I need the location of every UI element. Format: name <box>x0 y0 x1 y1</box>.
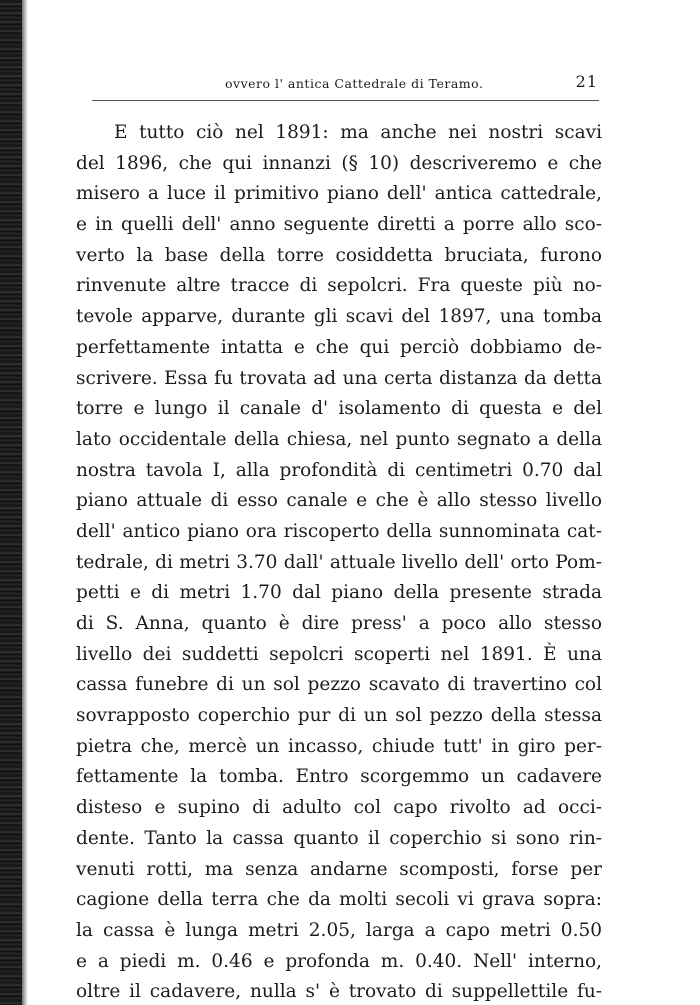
body-paragraph <box>76 118 602 1005</box>
text-line: disteso e supino di adulto col capo rivolto ad occi- <box>76 797 602 819</box>
text-line: e in quelli dell' anno seguente diretti a porre allo sco- <box>76 214 602 236</box>
header-rule <box>92 100 599 101</box>
text-line: e a piedi m. 0.46 e profonda m. 0.40. Nell' interno, <box>76 950 602 972</box>
page-number: 21 <box>575 72 598 91</box>
text-line: rinvenute altre tracce di sepolcri. Fra queste più no- <box>76 275 602 297</box>
text-line: petti e di metri 1.70 dal piano della presente strada <box>76 582 602 604</box>
text-line: tedrale, di metri 3.70 dall' attuale livello dell' orto Pom- <box>76 551 602 573</box>
text-line: misero a luce il primitivo piano dell' antica cattedrale, <box>76 183 602 205</box>
page-header <box>95 72 600 94</box>
text-line: torre e lungo il canale d' isolamento di questa e del <box>76 398 602 420</box>
text-line: del 1896, che qui innanzi (§ 10) descriveremo e che <box>76 152 602 174</box>
text-line: cassa funebre di un sol pezzo scavato di travertino col <box>76 674 602 696</box>
text-line: cagione della terra che da molti secoli vi grava sopra: <box>76 889 602 911</box>
text-line: scrivere. Essa fu trovata ad una certa distanza da detta <box>76 367 602 389</box>
text-line: verto la base della torre cosiddetta bruciata, furono <box>76 244 602 266</box>
text-line: perfettamente intatta e che qui perciò dobbiamo de- <box>76 336 602 358</box>
text-line: pietra che, mercè un incasso, chiude tutt' in giro per- <box>76 735 602 757</box>
text-line: lato occidentale della chiesa, nel punto segnato a della <box>76 428 602 450</box>
text-line: dell' antico piano ora riscoperto della sunnominata cat- <box>76 520 602 542</box>
text-line: livello dei suddetti sepolcri scoperti nel 1891. È una <box>76 643 602 665</box>
text-line: sovrapposto coperchio pur di un sol pezzo della stessa <box>76 705 602 727</box>
text-line: nostra tavola I, alla profondità di centimetri 0.70 dal <box>76 459 602 481</box>
text-line: dente. Tanto la cassa quanto il coperchio si sono rin- <box>76 827 602 849</box>
book-binding-edge <box>0 0 22 1005</box>
text-line: di S. Anna, quanto è dire press' a poco allo stesso <box>76 613 602 634</box>
text-line: oltre il cadavere, nulla s' è trovato di suppellettile fu- <box>76 981 602 1003</box>
text-line: piano attuale di esso canale e che è allo stesso livello <box>76 490 602 512</box>
text-line: tevole apparve, durante gli scavi del 1897, una tomba <box>76 306 602 328</box>
text-line: fettamente la tomba. Entro scorgemmo un cadavere <box>76 766 602 788</box>
running-title: ovvero l' antica Cattedrale di Teramo. <box>225 76 484 91</box>
text-line: la cassa è lunga metri 2.05, larga a capo metri 0.50 <box>76 919 602 941</box>
text-line: venuti rotti, ma senza andarne scomposti, forse per <box>76 858 602 880</box>
text-line: E tutto ciò nel 1891: ma anche nei nostri scavi <box>114 122 602 143</box>
